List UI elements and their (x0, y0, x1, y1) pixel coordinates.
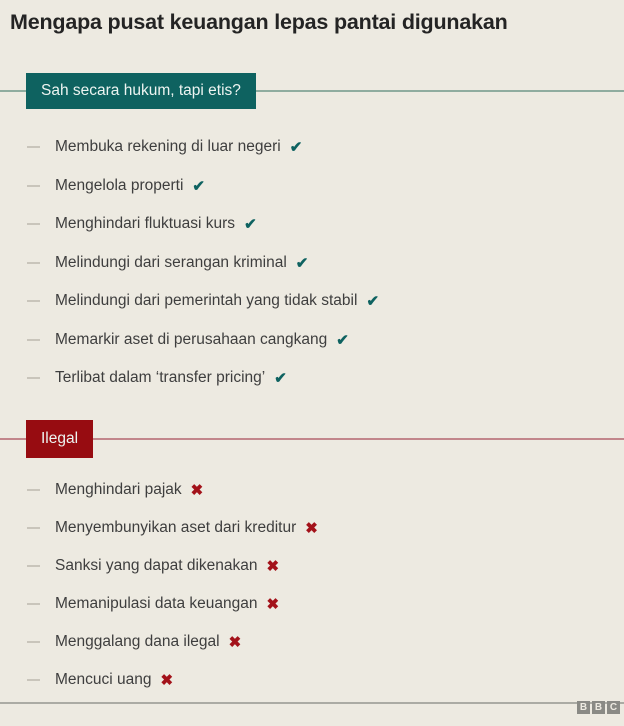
cross-icon: ✖ (266, 558, 280, 575)
list-item (27, 244, 379, 283)
list-item (27, 359, 379, 398)
cross-icon: ✖ (228, 634, 242, 651)
dash-icon (27, 603, 40, 605)
dash-icon (27, 527, 40, 529)
list-item (27, 128, 379, 167)
list-item-label: Melindungi dari serangan kriminal (55, 253, 287, 271)
list-item-label: Memarkir aset di perusahaan cangkang (55, 330, 328, 348)
list-item-label: Mencuci uang (55, 671, 152, 688)
dash-icon (27, 641, 40, 643)
legal-list (27, 128, 379, 398)
check-icon: ✔ (274, 370, 287, 388)
list-item (27, 585, 318, 623)
list-item (27, 205, 379, 244)
dash-icon (27, 185, 40, 187)
cross-icon: ✖ (305, 520, 318, 537)
dash-icon (27, 146, 40, 148)
cross-icon: ✖ (190, 482, 204, 499)
list-item-label: Menghindari pajak (55, 481, 182, 498)
check-icon: ✔ (336, 331, 349, 349)
section-illegal-header (0, 420, 624, 458)
check-icon: ✔ (295, 254, 309, 272)
section-legal-tag: Sah secara hukum, tapi etis? (26, 73, 256, 109)
list-item-label: Terlibat dalam ‘transfer pricing’ (55, 369, 266, 387)
dash-icon (27, 223, 40, 225)
dash-icon (27, 300, 40, 302)
list-item (27, 547, 318, 585)
dash-icon (27, 262, 40, 264)
illegal-list (27, 471, 318, 699)
dash-icon (27, 679, 40, 681)
dash-icon (27, 489, 40, 491)
list-item-label: Membuka rekening di luar negeri (55, 138, 281, 156)
list-item (27, 661, 318, 699)
list-item (27, 623, 318, 661)
check-icon: ✔ (366, 293, 380, 311)
section-legal-header (0, 73, 624, 109)
dash-icon (27, 565, 40, 567)
page-title: Mengapa pusat keuangan lepas pantai digunakan (10, 10, 508, 34)
list-item (27, 167, 379, 206)
dash-icon (27, 339, 40, 341)
list-item-label: Mengelola properti (55, 176, 184, 194)
dash-icon (27, 377, 40, 379)
bbc-logo (577, 701, 620, 714)
bbc-logo-letter: B (577, 701, 590, 714)
bbc-logo-letter: C (607, 701, 620, 714)
check-icon: ✔ (289, 139, 303, 157)
list-item-label: Melindungi dari pemerintah yang tidak stabil (55, 292, 358, 310)
list-item (27, 282, 379, 321)
list-item-label: Memanipulasi data keuangan (55, 595, 258, 612)
section-illegal-tag: Ilegal (26, 420, 93, 458)
list-item-label: Menyembunyikan aset dari kreditur (55, 519, 297, 536)
list-item (27, 471, 318, 509)
list-item-label: Menghindari fluktuasi kurs (55, 215, 236, 233)
cross-icon: ✖ (266, 596, 280, 613)
footer-divider-line (0, 702, 624, 704)
list-item (27, 509, 318, 547)
red-divider-line (0, 438, 624, 440)
cross-icon: ✖ (160, 672, 174, 689)
check-icon: ✔ (192, 177, 205, 195)
bbc-logo-letter: B (592, 701, 605, 714)
list-item (27, 321, 379, 360)
check-icon: ✔ (244, 216, 257, 234)
list-item-label: Sanksi yang dapat dikenakan (55, 557, 258, 574)
list-item-label: Menggalang dana ilegal (55, 633, 220, 650)
